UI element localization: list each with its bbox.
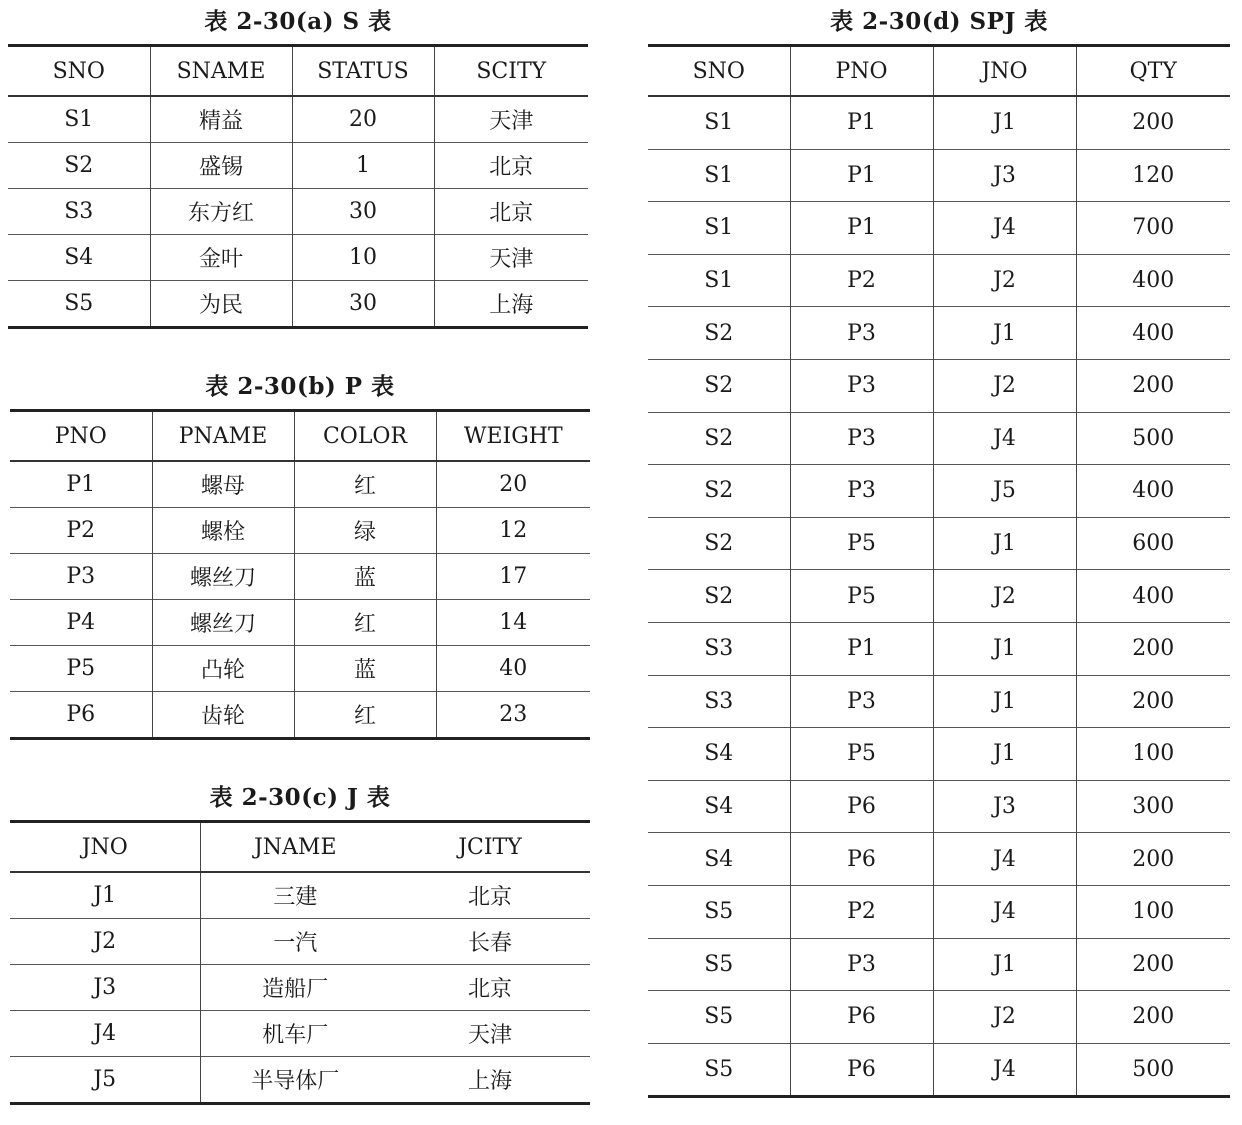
table-cell: 上海 — [467, 1069, 512, 1094]
table-row — [10, 554, 590, 600]
column-header-scity: SCITY — [434, 46, 588, 97]
table-cell: J4 — [933, 202, 1076, 255]
spj-table — [648, 44, 1230, 1098]
p-table-caption: 表 2-30(b) P 表 — [205, 373, 395, 400]
table-cell: P1 — [790, 149, 933, 202]
table-cell: J1 — [93, 883, 117, 908]
table-row — [8, 143, 588, 189]
table-row — [648, 307, 1230, 360]
table-cell: P4 — [66, 610, 96, 635]
table-row — [648, 938, 1230, 991]
table-cell: P2 — [790, 885, 933, 938]
table-cell: 100 — [1076, 728, 1230, 781]
table-cell: S1 — [704, 162, 734, 188]
table-row — [648, 96, 1230, 149]
table-cell: S2 — [704, 531, 734, 557]
table-row — [10, 1011, 590, 1057]
table-cell: 半导体厂 — [200, 1057, 390, 1104]
table-cell: 绿 — [294, 508, 436, 554]
table-cell: P3 — [790, 359, 933, 412]
table-cell: J5 — [93, 1067, 117, 1092]
table-cell: 盛锡 — [150, 143, 292, 189]
j-table-block — [10, 776, 590, 1105]
table-cell: S1 — [64, 107, 94, 132]
p-table-header-row — [10, 411, 590, 462]
table-cell: 100 — [1076, 885, 1230, 938]
column-header-color: COLOR — [294, 411, 436, 462]
j-table-caption: 表 2-30(c) J 表 — [209, 784, 391, 811]
table-cell: P6 — [790, 1043, 933, 1097]
table-cell: 20 — [292, 96, 434, 143]
column-header-sno: SNO — [52, 58, 105, 84]
table-cell: 17 — [436, 554, 590, 600]
table-cell: J1 — [933, 517, 1076, 570]
j-table-header-row — [10, 822, 590, 873]
table-row — [8, 189, 588, 235]
s-table-header-row — [8, 46, 588, 97]
table-cell: J2 — [933, 359, 1076, 412]
spj-table-caption: 表 2-30(d) SPJ 表 — [830, 8, 1048, 35]
table-cell: 天津 — [467, 1023, 512, 1048]
table-row — [8, 96, 588, 143]
table-row — [648, 412, 1230, 465]
table-row — [648, 622, 1230, 675]
p-table — [10, 409, 590, 740]
table-row — [648, 885, 1230, 938]
table-cell: J1 — [933, 728, 1076, 781]
spj-table-block — [648, 0, 1230, 1098]
table-cell: S3 — [64, 199, 94, 224]
table-row — [10, 646, 590, 692]
table-cell: 700 — [1076, 202, 1230, 255]
table-cell: J1 — [933, 96, 1076, 149]
table-cell: 20 — [436, 461, 590, 508]
table-cell: 30 — [292, 281, 434, 328]
table-cell: 1 — [292, 143, 434, 189]
table-cell: 红 — [294, 600, 436, 646]
table-cell: 200 — [1076, 833, 1230, 886]
table-cell: P3 — [66, 564, 96, 589]
table-cell: P1 — [790, 202, 933, 255]
table-cell: 500 — [1076, 1043, 1230, 1097]
spj-table-header-row — [648, 46, 1230, 97]
table-cell: J4 — [933, 885, 1076, 938]
table-row — [648, 570, 1230, 623]
table-cell: 金叶 — [150, 235, 292, 281]
column-header-qty: QTY — [1076, 46, 1230, 97]
table-row — [10, 508, 590, 554]
table-row — [648, 833, 1230, 886]
table-cell: P6 — [66, 702, 96, 727]
table-cell: S4 — [704, 794, 734, 820]
table-cell: 精益 — [150, 96, 292, 143]
table-cell: S5 — [704, 951, 734, 977]
table-row — [10, 872, 590, 919]
table-cell: 一汽 — [200, 919, 390, 965]
column-header-weight: WEIGHT — [436, 411, 590, 462]
table-cell: J5 — [933, 465, 1076, 518]
table-cell: P1 — [790, 96, 933, 149]
table-row — [648, 359, 1230, 412]
table-row — [10, 1057, 590, 1104]
table-cell: P1 — [66, 472, 96, 497]
table-cell: S2 — [704, 583, 734, 609]
table-row — [648, 149, 1230, 202]
table-cell: 螺丝刀 — [152, 554, 294, 600]
table-cell: P5 — [66, 656, 96, 681]
table-cell: S5 — [704, 1004, 734, 1030]
table-cell: 200 — [1076, 938, 1230, 991]
column-header-jname: JNAME — [200, 822, 390, 873]
table-cell: 为民 — [150, 281, 292, 328]
table-cell: J1 — [933, 938, 1076, 991]
table-cell: S1 — [704, 110, 734, 136]
table-cell: P2 — [66, 518, 96, 543]
table-cell: P3 — [790, 938, 933, 991]
table-cell: J3 — [933, 780, 1076, 833]
table-row — [10, 600, 590, 646]
table-cell: 蓝 — [294, 554, 436, 600]
table-row — [648, 202, 1230, 255]
table-cell: J1 — [933, 622, 1076, 675]
table-cell: P6 — [790, 780, 933, 833]
table-cell: S2 — [704, 373, 734, 399]
table-cell: J4 — [933, 833, 1076, 886]
table-cell: 北京 — [434, 189, 588, 235]
table-row — [648, 675, 1230, 728]
table-cell: 北京 — [467, 885, 512, 910]
table-row — [648, 465, 1230, 518]
table-row — [10, 919, 590, 965]
table-cell: S4 — [704, 741, 734, 767]
table-cell: 红 — [294, 461, 436, 508]
table-cell: S1 — [704, 215, 734, 241]
table-cell: J4 — [93, 1021, 117, 1046]
j-table — [10, 820, 590, 1105]
table-cell: 200 — [1076, 991, 1230, 1044]
column-header-sno: SNO — [692, 58, 745, 84]
table-cell: 北京 — [434, 143, 588, 189]
table-row — [648, 780, 1230, 833]
column-header-jno: JNO — [933, 46, 1076, 97]
table-cell: 500 — [1076, 412, 1230, 465]
table-cell: 长春 — [467, 931, 512, 956]
table-cell: S5 — [64, 291, 94, 316]
table-cell: J3 — [93, 975, 117, 1000]
table-row — [10, 461, 590, 508]
spj-table-body — [648, 96, 1230, 1097]
table-cell: 北京 — [467, 977, 512, 1002]
column-header-jno: JNO — [81, 834, 128, 860]
table-row — [10, 965, 590, 1011]
table-cell: 200 — [1076, 359, 1230, 412]
table-cell: 200 — [1076, 96, 1230, 149]
table-cell: 30 — [292, 189, 434, 235]
table-cell: 40 — [436, 646, 590, 692]
column-header-pno: PNO — [790, 46, 933, 97]
table-cell: S2 — [704, 425, 734, 451]
table-cell: J4 — [933, 1043, 1076, 1097]
table-cell: 齿轮 — [152, 692, 294, 739]
table-cell: J1 — [933, 307, 1076, 360]
table-cell: P3 — [790, 412, 933, 465]
table-cell: 23 — [436, 692, 590, 739]
p-table-block — [10, 365, 590, 740]
s-table-body — [8, 96, 588, 328]
table-row — [648, 254, 1230, 307]
table-cell: J2 — [933, 254, 1076, 307]
table-row — [8, 235, 588, 281]
j-table-body — [10, 872, 590, 1104]
table-cell: S4 — [64, 245, 94, 270]
table-cell: S4 — [704, 846, 734, 872]
table-cell: P5 — [790, 728, 933, 781]
table-cell: 螺母 — [152, 461, 294, 508]
column-header-pno: PNO — [54, 423, 107, 449]
table-row — [8, 281, 588, 328]
table-cell: S5 — [704, 899, 734, 925]
column-header-status: STATUS — [292, 46, 434, 97]
table-cell: 螺丝刀 — [152, 600, 294, 646]
column-header-sname: SNAME — [150, 46, 292, 97]
table-cell: J2 — [933, 570, 1076, 623]
table-cell: P3 — [790, 465, 933, 518]
table-cell: 造船厂 — [200, 965, 390, 1011]
table-cell: 12 — [436, 508, 590, 554]
table-cell: 400 — [1076, 254, 1230, 307]
table-row — [648, 517, 1230, 570]
table-row — [648, 1043, 1230, 1097]
table-cell: P1 — [790, 622, 933, 675]
table-cell: 上海 — [434, 281, 588, 328]
table-cell: S3 — [704, 636, 734, 662]
table-cell: J1 — [933, 675, 1076, 728]
s-table-block — [8, 0, 588, 329]
table-cell: P3 — [790, 307, 933, 360]
table-cell: 凸轮 — [152, 646, 294, 692]
table-cell: 螺栓 — [152, 508, 294, 554]
table-cell: J2 — [933, 991, 1076, 1044]
table-cell: 天津 — [434, 235, 588, 281]
column-header-pname: PNAME — [152, 411, 294, 462]
table-cell: S2 — [704, 320, 734, 346]
table-cell: J3 — [933, 149, 1076, 202]
table-cell: 300 — [1076, 780, 1230, 833]
table-cell: J2 — [93, 929, 117, 954]
table-cell: S2 — [704, 478, 734, 504]
table-cell: 天津 — [434, 96, 588, 143]
table-cell: 东方红 — [150, 189, 292, 235]
table-cell: 200 — [1076, 622, 1230, 675]
table-cell: S1 — [704, 268, 734, 294]
table-cell: 10 — [292, 235, 434, 281]
table-row — [648, 991, 1230, 1044]
table-cell: 600 — [1076, 517, 1230, 570]
table-row — [648, 728, 1230, 781]
s-table-caption: 表 2-30(a) S 表 — [204, 8, 392, 35]
column-header-jcity: JCITY — [458, 834, 522, 860]
table-cell: P6 — [790, 991, 933, 1044]
table-row — [10, 692, 590, 739]
table-cell: 三建 — [200, 872, 390, 919]
table-cell: 红 — [294, 692, 436, 739]
table-cell: 400 — [1076, 307, 1230, 360]
table-cell: J4 — [933, 412, 1076, 465]
table-cell: 120 — [1076, 149, 1230, 202]
s-table — [8, 44, 588, 329]
table-cell: 机车厂 — [200, 1011, 390, 1057]
table-cell: 400 — [1076, 570, 1230, 623]
table-cell: 200 — [1076, 675, 1230, 728]
table-cell: P5 — [790, 517, 933, 570]
table-cell: S3 — [704, 688, 734, 714]
table-cell: 蓝 — [294, 646, 436, 692]
p-table-body — [10, 461, 590, 739]
table-cell: P5 — [790, 570, 933, 623]
table-cell: S2 — [64, 153, 94, 178]
table-cell: 400 — [1076, 465, 1230, 518]
table-cell: P3 — [790, 675, 933, 728]
table-cell: P2 — [790, 254, 933, 307]
table-cell: P6 — [790, 833, 933, 886]
table-cell: 14 — [436, 600, 590, 646]
table-cell: S5 — [704, 1056, 734, 1082]
